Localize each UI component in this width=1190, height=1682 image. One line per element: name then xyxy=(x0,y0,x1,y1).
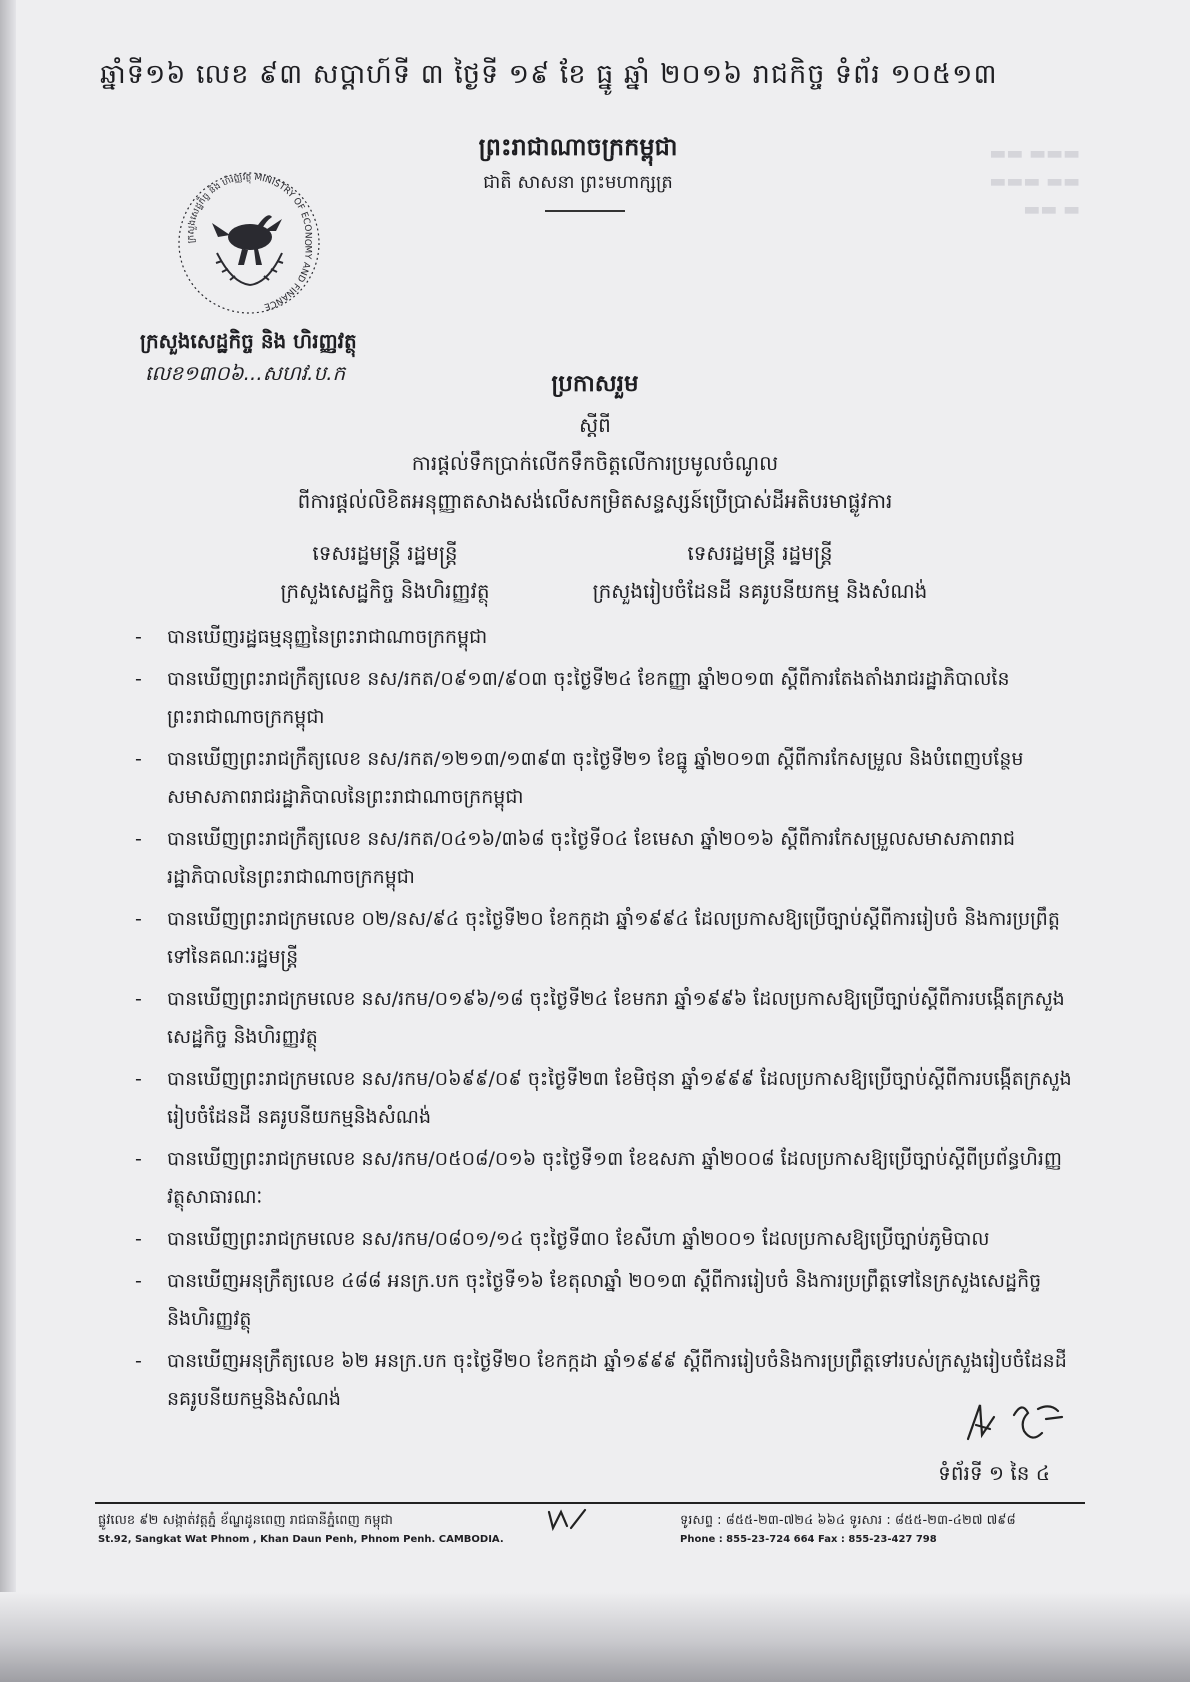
bleed-through-text: ▬▬ ▬▬▬ ▬▬▬ ▬▬ ▬▬ ▬ xyxy=(989,143,1080,220)
page-indicator: ទំព័រទី ១ នៃ ៤ xyxy=(938,1461,1050,1485)
footer-address-english: St.92, Sangkat Wat Phnom , Khan Daun Penh, Phnom Penh. CAMBODIA. xyxy=(98,1534,504,1545)
national-motto: ជាតិ សាសនា ព្រះមហាក្សត្រ xyxy=(483,172,673,193)
handwritten-initials xyxy=(962,1395,1072,1455)
citation-item: - បានឃើញព្រះរាជក្រមលេខ នស/រកម/០១៩៦/១៨ ចុះថ្ងៃទី២៤ ខែមករា ឆ្នាំ១៩៩៦ ដែលប្រកាសឱ្យប្រើច្បាប់ស្តីពីការបង្កើតក្រសួងសេដ្ឋកិច្ច និងហិរញ្ញវត្ថុ xyxy=(135,988,1065,1048)
motto-divider xyxy=(545,210,625,212)
bird-emblem-icon xyxy=(212,215,282,265)
legal-citations-list xyxy=(135,618,1075,1422)
issuing-ministry-name: ក្រសួងសេដ្ឋកិច្ច និង ហិរញ្ញវត្ថុ xyxy=(140,329,357,353)
citation-item: - បានឃើញព្រះរាជក្រមលេខ ០២/នស/៩៤ ចុះថ្ងៃទី២០ ខែកក្កដា ឆ្នាំ១៩៩៤ ដែលប្រកាសឱ្យប្រើច្បាប់ស្តីពីការរៀបចំ និងការប្រព្រឹត្តទៅនៃគណៈរដ្ឋមន្ត្រី xyxy=(135,908,1060,968)
laurel-wreath-icon xyxy=(216,253,283,285)
citation-item: - បានឃើញព្រះរាជក្រមលេខ នស/រកម/០៥០៨/០១៦ ចុះថ្ងៃទី១៣ ខែឧសភា ឆ្នាំ២០០៨ ដែលប្រកាសឱ្យប្រើច្បាប់ស្តីពីប្រព័ន្ធហិរញ្ញវត្ថុសាធារណៈ xyxy=(135,1148,1062,1208)
scan-bottom-shadow xyxy=(0,1592,1190,1682)
ministry-seal-icon xyxy=(172,165,327,320)
signer-left-ministry: ក្រសួងសេដ្ឋកិច្ច និងហិរញ្ញវត្ថុ xyxy=(280,579,490,603)
reference-suffix: ...សហវ.ប.ក xyxy=(243,361,346,385)
citation-item: - បានឃើញព្រះរាជក្រឹត្យលេខ នស/រកត/០៤១៦/៣៦៨ ចុះថ្ងៃទី០៤ ខែមេសា ឆ្នាំ២០១៦ ស្តីពីការកែសម្រួលសមាសភាពរាជរដ្ឋាភិបាលនៃព្រះរាជាណាចក្រកម្ពុជា xyxy=(135,828,1016,888)
gazette-header: ឆ្នាំទី១៦ លេខ ៩៣ សប្តាហ៍ទី ៣ ថ្ងៃទី ១៩ ខែ ធ្នូ ឆ្នាំ ២០១៦ រាជកិច្ច ទំព័រ ១០៥១៣ xyxy=(100,59,998,90)
reference-handwritten-number: ១៣០៦ xyxy=(183,361,244,385)
signer-left-title: ទេសរដ្ឋមន្ត្រី រដ្ឋមន្ត្រី xyxy=(312,541,458,565)
seal-ring-text: ក្រសួងសេដ្ឋកិច្ច និង ហិរញ្ញវត្ថុ MINISTRY OF ECONOMY AND FINANCE xyxy=(186,172,313,312)
subject-line-2: ពីការផ្តល់លិខិតអនុញ្ញាតសាងសង់លើសកម្រិតសន្ទស្សន៍ប្រើប្រាស់ដីអតិបរមាផ្លូវការ xyxy=(297,489,893,513)
regarding-label: ស្តីពី xyxy=(579,413,611,437)
footer-contact-khmer: ទូរសព្ទ : ៨៥៥-២៣-៧២៤ ៦៦៤ ទូរសារ : ៨៥៥-២៣-៤២៧ ៧៩៨ xyxy=(680,1513,1016,1528)
citation-item: - បានឃើញព្រះរាជក្រមលេខ នស/រកម/០៦៩៩/០៩ ចុះថ្ងៃទី២៣ ខែមិថុនា ឆ្នាំ១៩៩៩ ដែលប្រកាសឱ្យប្រើច្បាប់ស្តីពីការបង្កើតក្រសួងរៀបចំដែនដី នគរូបនីយកម្មនិងសំណង់ xyxy=(135,1068,1072,1128)
citation-item: - បានឃើញព្រះរាជក្រឹត្យលេខ នស/រកត/០៩១៣/៩០៣ ចុះថ្ងៃទី២៤ ខែកញ្ញា ឆ្នាំ២០១៣ ស្តីពីការតែងតាំងរាជរដ្ឋាភិបាលនៃព្រះរាជាណាចក្រកម្ពុជា xyxy=(135,668,1010,728)
footer-contact xyxy=(680,1512,1100,1545)
signer-right-ministry: ក្រសួងរៀបចំដែនដី នគរូបនីយកម្ម និងសំណង់ xyxy=(592,579,928,603)
kingdom-title: ព្រះរាជាណាចក្រកម្ពុជា xyxy=(478,133,678,161)
footer-divider xyxy=(95,1502,1085,1504)
reference-prefix: លេខ xyxy=(145,361,184,385)
subject-line-1: ការផ្តល់ទឹកប្រាក់លើកទឹកចិត្តលើការប្រមូលចំណូល xyxy=(411,451,779,475)
document-type: ប្រកាសរួម xyxy=(551,371,639,397)
citation-item: - បានឃើញអនុក្រឹត្យលេខ ៤៨៨ អនក្រ.បក ចុះថ្ងៃទី១៦ ខែតុលាឆ្នាំ ២០១៣ ស្តីពីការរៀបចំ និងការប្រព្រឹត្តទៅនៃក្រសួងសេដ្ឋកិច្ច និងហិរញ្ញវត្ថុ xyxy=(135,1270,1042,1330)
citation-item: - បានឃើញព្រះរាជក្រមលេខ នស/រកម/០៨០១/១៤ ចុះថ្ងៃទី៣០ ខែសីហា ឆ្នាំ២០០១ ដែលប្រកាសឱ្យប្រើច្បាប់ភូមិបាល xyxy=(135,1228,990,1250)
scan-edge-shadow xyxy=(0,0,16,1682)
footer-address xyxy=(98,1512,504,1545)
signer-right-title: ទេសរដ្ឋមន្ត្រី រដ្ឋមន្ត្រី xyxy=(687,541,833,565)
citation-item: - បានឃើញអនុក្រឹត្យលេខ ៦២ អនក្រ.បក ចុះថ្ងៃទី២០ ខែកក្កដា ឆ្នាំ១៩៩៩ ស្តីពីការរៀបចំនិងការប្រព្រឹត្តទៅរបស់ក្រសួងរៀបចំដែនដី នគរូបនីយកម្មនិងសំណង់ xyxy=(135,1350,1067,1410)
footer-initial-mark xyxy=(545,1506,589,1532)
citation-item: - បានឃើញព្រះរាជក្រឹត្យលេខ នស/រកត/១២១៣/១៣៩៣ ចុះថ្ងៃទី២១ ខែធ្នូ ឆ្នាំ២០១៣ ស្តីពីការកែសម្រួល និងបំពេញបន្ថែមសមាសភាពរាជរដ្ឋាភិបាលនៃព្រះរាជាណាចក្រកម្ពុជា xyxy=(135,748,1024,808)
footer-contact-english: Phone : 855-23-724 664 Fax : 855-23-427 798 xyxy=(680,1534,937,1545)
footer-address-khmer: ផ្លូវលេខ ៩២ សង្កាត់វត្តភ្នំ ខ័ណ្ឌដូនពេញ រាជធានីភ្នំពេញ កម្ពុជា xyxy=(98,1513,393,1528)
citation-item: - បានឃើញរដ្ឋធម្មនុញ្ញនៃព្រះរាជាណាចក្រកម្ពុជា xyxy=(135,626,488,648)
